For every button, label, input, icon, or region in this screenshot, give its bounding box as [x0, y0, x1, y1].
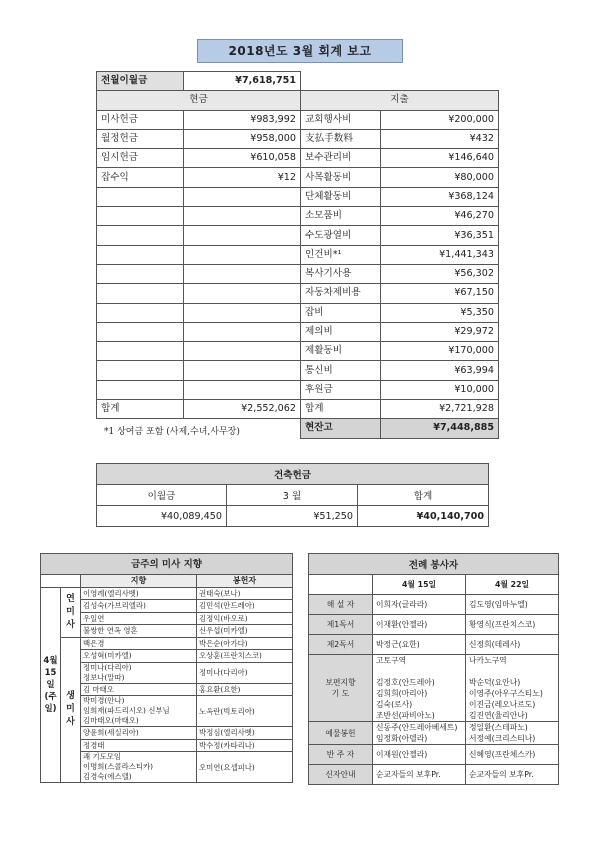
income-label: 미사헌금 — [97, 110, 184, 129]
income-amount — [184, 245, 301, 264]
mass-intent: 박미경(안나) 임희재(파드리시오) 신부님 김마태오(마태오) — [81, 696, 197, 727]
income-label: 잡수익 — [97, 168, 184, 187]
service-role: 예물봉헌 — [309, 722, 373, 745]
expense-amount: ¥432 — [381, 129, 499, 148]
expense-amount: ¥10,000 — [381, 380, 499, 399]
building-title: 건축헌금 — [97, 464, 489, 485]
income-amount — [184, 264, 301, 283]
mass-intent: 쾌 기도모임 이명희(스콜라스티카) 김경숙(에스텔) — [81, 752, 197, 783]
mass-offerer: 노옥란(빅토리아) — [197, 696, 293, 727]
mass-offerer: 박은순(아가다) — [197, 637, 293, 650]
service-role: 보편지향 기 도 — [309, 655, 373, 722]
income-label — [97, 264, 184, 283]
accounting-row — [97, 264, 499, 283]
building-total-value: ¥40,140,700 — [358, 506, 489, 527]
expense-amount: ¥146,640 — [381, 149, 499, 168]
service-date-2: 4월 22일 — [466, 575, 559, 595]
mass-col-offerer: 봉헌자 — [197, 575, 293, 588]
income-amount — [184, 303, 301, 322]
service-role: 반 주 자 — [309, 745, 373, 765]
accounting-row — [97, 168, 499, 187]
expense-amount: ¥67,150 — [381, 284, 499, 303]
expense-label: 복사기사용 — [301, 264, 381, 283]
expense-label: 제활동비 — [301, 342, 381, 361]
expense-label: 보수관리비 — [301, 149, 381, 168]
expense-amount: ¥170,000 — [381, 342, 499, 361]
service-person: 이희자(글라라) — [373, 595, 466, 615]
income-label — [97, 322, 184, 341]
expense-label: 支払手数料 — [301, 129, 381, 148]
expense-label: 통신비 — [301, 361, 381, 380]
expense-label: 단체활동비 — [301, 187, 381, 206]
accounting-row — [97, 322, 499, 341]
blank-cell — [301, 72, 499, 91]
expense-total-label: 합계 — [301, 400, 381, 419]
mass-intent: 정미나(다리아) 정보나(말따) — [81, 662, 197, 683]
mass-offerer: 박수정(카타리나) — [197, 739, 293, 752]
mass-row — [41, 637, 293, 650]
header-row — [97, 91, 499, 110]
income-label: 임시헌금 — [97, 149, 184, 168]
mass-offerer: 홍요환(요한) — [197, 683, 293, 696]
expense-amount: ¥200,000 — [381, 110, 499, 129]
income-label — [97, 342, 184, 361]
income-label — [97, 303, 184, 322]
service-person: 박정근(요한) — [373, 635, 466, 655]
expense-total: ¥2,721,928 — [381, 400, 499, 419]
building-fund-table — [96, 463, 489, 527]
service-date-1: 4월 15일 — [373, 575, 466, 595]
service-person: 신정희(데레사) — [466, 635, 559, 655]
expense-amount: ¥56,302 — [381, 264, 499, 283]
mass-date: 4월15일(주일) — [41, 587, 61, 783]
total-row — [97, 400, 499, 419]
income-amount — [184, 380, 301, 399]
mass-intent: 불쌍한 연옥 영혼 — [81, 625, 197, 638]
service-title: 전례 봉사자 — [309, 554, 559, 575]
building-carryover-value: ¥40,089,450 — [97, 506, 227, 527]
mass-intent: 정경태 — [81, 739, 197, 752]
accounting-row — [97, 110, 499, 129]
service-role: 제1독서 — [309, 615, 373, 635]
income-amount — [184, 322, 301, 341]
mass-offerer: 박정심(엘리사벳) — [197, 727, 293, 740]
income-amount: ¥610,058 — [184, 149, 301, 168]
service-row — [309, 745, 559, 765]
income-label — [97, 380, 184, 399]
accounting-row — [97, 284, 499, 303]
expense-label: 제의비 — [301, 322, 381, 341]
service-person: 순교자들의 보후Pr. — [466, 765, 559, 785]
service-row — [309, 655, 559, 722]
building-col-carryover: 이월금 — [97, 485, 227, 506]
accounting-row — [97, 380, 499, 399]
accounting-row — [97, 149, 499, 168]
accounting-row — [97, 207, 499, 226]
service-row — [309, 615, 559, 635]
service-person: 김도영(임마누엘) — [466, 595, 559, 615]
mass-offerer: 오상훈(프란치스코) — [197, 650, 293, 663]
mass-header-blank — [41, 575, 81, 588]
income-amount — [184, 207, 301, 226]
mass-row — [41, 587, 293, 600]
service-person: 고토구역 김정호(안드레아) 김희희(마리아) 김숙(로사) 조반선(파비아노) — [373, 655, 466, 722]
income-amount — [184, 187, 301, 206]
accounting-row — [97, 129, 499, 148]
expense-label: 소모품비 — [301, 207, 381, 226]
income-amount — [184, 284, 301, 303]
income-amount: ¥983,992 — [184, 110, 301, 129]
service-role: 제2독서 — [309, 635, 373, 655]
expense-label: 사목활동비 — [301, 168, 381, 187]
mass-group: 생미사 — [61, 637, 81, 783]
mass-offerer: 김민석(안드레아) — [197, 600, 293, 613]
balance-label: 현잔고 — [301, 419, 381, 438]
service-person: 이재환(안젤라) — [373, 615, 466, 635]
service-person: 신혜영(프란체스카) — [466, 745, 559, 765]
service-person: 정일환(스테파노) 서정예(크리스티나) — [466, 722, 559, 745]
mass-intent: 오성혁(미카엘) — [81, 650, 197, 663]
accounting-row — [97, 226, 499, 245]
service-header-blank — [309, 575, 373, 595]
expense-amount: ¥63,994 — [381, 361, 499, 380]
mass-offerer: 김정익(바오로) — [197, 612, 293, 625]
service-person: 이재원(안젤라) — [373, 745, 466, 765]
page-title: 2018년도 3월 회계 보고 — [197, 39, 403, 63]
expense-label: 인건비*¹ — [301, 245, 381, 264]
income-amount — [184, 226, 301, 245]
service-person: 신동주(안드레아베세트) 임정화(아델라) — [373, 722, 466, 745]
expense-header: 지출 — [301, 91, 499, 110]
mass-intent: 양윤희(세실리아) — [81, 727, 197, 740]
income-amount: ¥12 — [184, 168, 301, 187]
income-amount — [184, 342, 301, 361]
accounting-row — [97, 303, 499, 322]
mass-offerer: 권태숙(보나) — [197, 587, 293, 600]
income-total-label: 합계 — [97, 400, 184, 419]
mass-offerer: 신우섭(미카엘) — [197, 625, 293, 638]
service-person: 황영식(프란치스코) — [466, 615, 559, 635]
liturgy-service-table — [308, 553, 559, 785]
expense-amount: ¥36,351 — [381, 226, 499, 245]
mass-intention-table — [40, 553, 293, 783]
accounting-table — [96, 71, 499, 439]
accounting-row — [97, 361, 499, 380]
service-role: 해 설 자 — [309, 595, 373, 615]
service-person: 순교자들의 보후Pr. — [373, 765, 466, 785]
income-amount: ¥958,000 — [184, 129, 301, 148]
mass-col-intent: 지향 — [81, 575, 197, 588]
income-label — [97, 284, 184, 303]
service-row — [309, 635, 559, 655]
building-month-value: ¥51,250 — [227, 506, 358, 527]
expense-amount: ¥368,124 — [381, 187, 499, 206]
mass-title: 금주의 미사 지향 — [41, 554, 293, 575]
expense-amount: ¥5,350 — [381, 303, 499, 322]
prev-balance-row — [97, 72, 499, 91]
service-row — [309, 765, 559, 785]
expense-label: 수도광열비 — [301, 226, 381, 245]
footnote: *1 상여금 포함 (사제,수녀,사무장) — [104, 427, 240, 437]
mass-intent: 우일연 — [81, 612, 197, 625]
expense-label: 교회행사비 — [301, 110, 381, 129]
income-total: ¥2,552,062 — [184, 400, 301, 419]
income-label: 월정헌금 — [97, 129, 184, 148]
service-row — [309, 595, 559, 615]
mass-intent: 백은경 — [81, 637, 197, 650]
mass-intent: 김 마태오 — [81, 683, 197, 696]
mass-offerer: 정미나(다리아) — [197, 662, 293, 683]
mass-group: 연미사 — [61, 587, 81, 637]
income-header: 현금 — [97, 91, 301, 110]
expense-label: 후원금 — [301, 380, 381, 399]
service-person: 나카노구역 박순덕(요안나) 이영주(아우구스티노) 이진금(레오나르도) 김진연(율리안나) — [466, 655, 559, 722]
prev-balance-amount: ¥7,618,751 — [184, 72, 301, 91]
service-role: 신자안내 — [309, 765, 373, 785]
expense-amount: ¥1,441,343 — [381, 245, 499, 264]
mass-intent: 이영례(엘리사벳) — [81, 587, 197, 600]
income-label — [97, 361, 184, 380]
mass-intent: 김성숙(가브리엘라) — [81, 600, 197, 613]
expense-amount: ¥29,972 — [381, 322, 499, 341]
accounting-row — [97, 187, 499, 206]
income-label — [97, 226, 184, 245]
building-col-month: 3 월 — [227, 485, 358, 506]
mass-offerer: 오미연(요셉피나) — [197, 752, 293, 783]
balance-amount: ¥7,448,885 — [381, 419, 499, 438]
building-col-total: 합계 — [358, 485, 489, 506]
income-label — [97, 245, 184, 264]
income-label — [97, 207, 184, 226]
expense-amount: ¥46,270 — [381, 207, 499, 226]
expense-label: 자동차제비용 — [301, 284, 381, 303]
income-amount — [184, 361, 301, 380]
expense-amount: ¥80,000 — [381, 168, 499, 187]
prev-balance-label: 전월이월금 — [97, 72, 184, 91]
service-row — [309, 722, 559, 745]
expense-label: 잡비 — [301, 303, 381, 322]
accounting-row — [97, 245, 499, 264]
accounting-row — [97, 342, 499, 361]
income-label — [97, 187, 184, 206]
